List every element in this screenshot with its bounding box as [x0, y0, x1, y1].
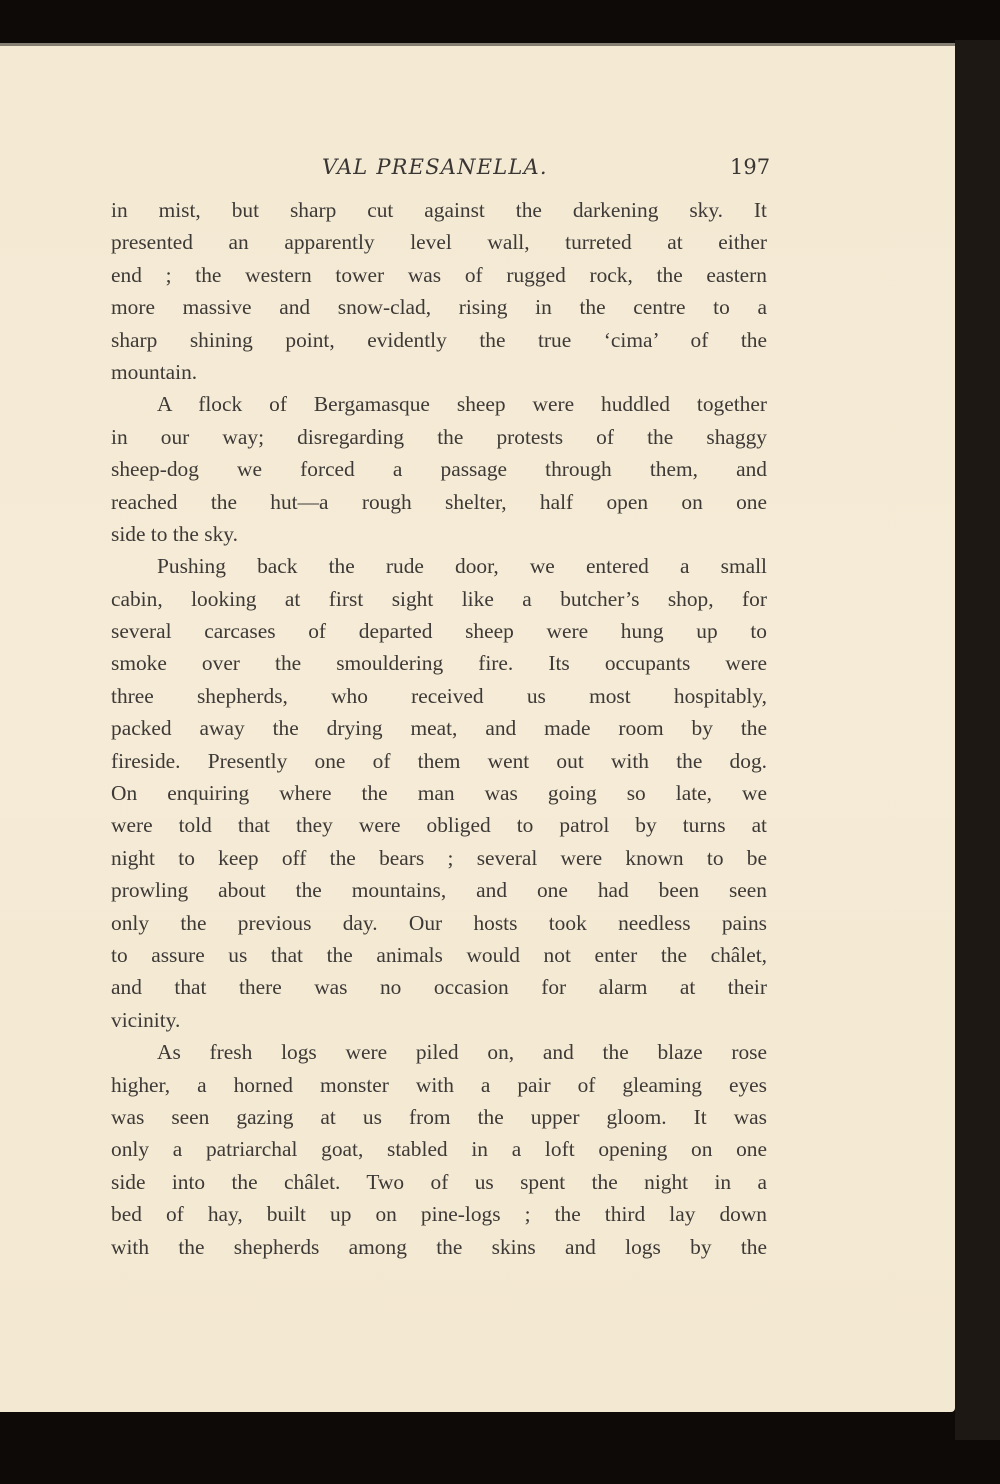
text-line: sheep-dog we forced a passage through them, and: [111, 457, 767, 482]
text-line: only a patriarchal goat, stabled in a loft opening on one: [111, 1137, 767, 1162]
text-line: end ; the western tower was of rugged rock, the eastern: [111, 262, 767, 287]
text-line: higher, a horned monster with a pair of gleaming eyes: [111, 1072, 767, 1097]
text-line: A flock of Bergamasque sheep were huddled together: [157, 392, 767, 417]
text-line: to assure us that the animals would not enter the châlet,: [111, 942, 767, 967]
text-line: side to the sky.: [111, 521, 238, 546]
scan-background-edge: [955, 40, 1000, 1440]
text-line: only the previous day. Our hosts took needless pains: [111, 910, 767, 935]
text-line: in mist, but sharp cut against the darkening sky. It: [111, 198, 767, 222]
paragraph: [111, 388, 767, 550]
text-line: fireside. Presently one of them went out with the dog.: [111, 748, 767, 773]
text-line: cabin, looking at first sight like a butcher’s shop, for: [111, 586, 767, 611]
text-line: side into the châlet. Two of us spent the night in a: [111, 1169, 767, 1194]
text-line: sharp shining point, evidently the true ‘cima’ of the: [111, 327, 767, 352]
text-line: bed of hay, built up on pine-logs ; the third lay down: [111, 1202, 767, 1227]
text-line: three shepherds, who received us most hospitably,: [111, 683, 767, 708]
text-line: packed away the drying meat, and made room by the: [111, 716, 767, 741]
text-line: and that there was no occasion for alarm at their: [111, 975, 767, 1000]
text-line: several carcases of departed sheep were hung up to: [111, 619, 767, 644]
paragraph: [111, 1036, 767, 1263]
text-line: smoke over the smouldering fire. Its occupants were: [111, 651, 767, 676]
text-line: with the shepherds among the skins and logs by the: [111, 1234, 767, 1259]
text-line: On enquiring where the man was going so late, we: [111, 781, 767, 806]
text-line: was seen gazing at us from the upper gloom. It was: [111, 1104, 767, 1129]
text-line: were told that they were obliged to patrol by turns at: [111, 813, 767, 838]
running-title: VAL PRESANELLA.: [322, 155, 548, 179]
text-line: prowling about the mountains, and one had been seen: [111, 878, 767, 903]
text-line: Pushing back the rude door, we entered a small: [157, 554, 767, 579]
text-line: As fresh logs were piled on, and the blaze rose: [157, 1040, 767, 1065]
text-line: mountain.: [111, 359, 198, 384]
page-header: [0, 155, 955, 185]
text-line: more massive and snow-clad, rising in the centre to a: [111, 295, 767, 320]
paragraph: [111, 550, 767, 1036]
text-line: reached the hut—a rough shelter, half open on one: [111, 489, 767, 514]
page-number: 197: [730, 155, 771, 179]
body-text: [111, 194, 767, 1263]
text-line: night to keep off the bears ; several were known to be: [111, 845, 767, 870]
text-line: presented an apparently level wall, turreted at either: [111, 230, 767, 255]
text-line: in our way; disregarding the protests of the shaggy: [111, 424, 767, 449]
text-line: vicinity.: [111, 1007, 181, 1032]
paragraph: [111, 194, 767, 388]
